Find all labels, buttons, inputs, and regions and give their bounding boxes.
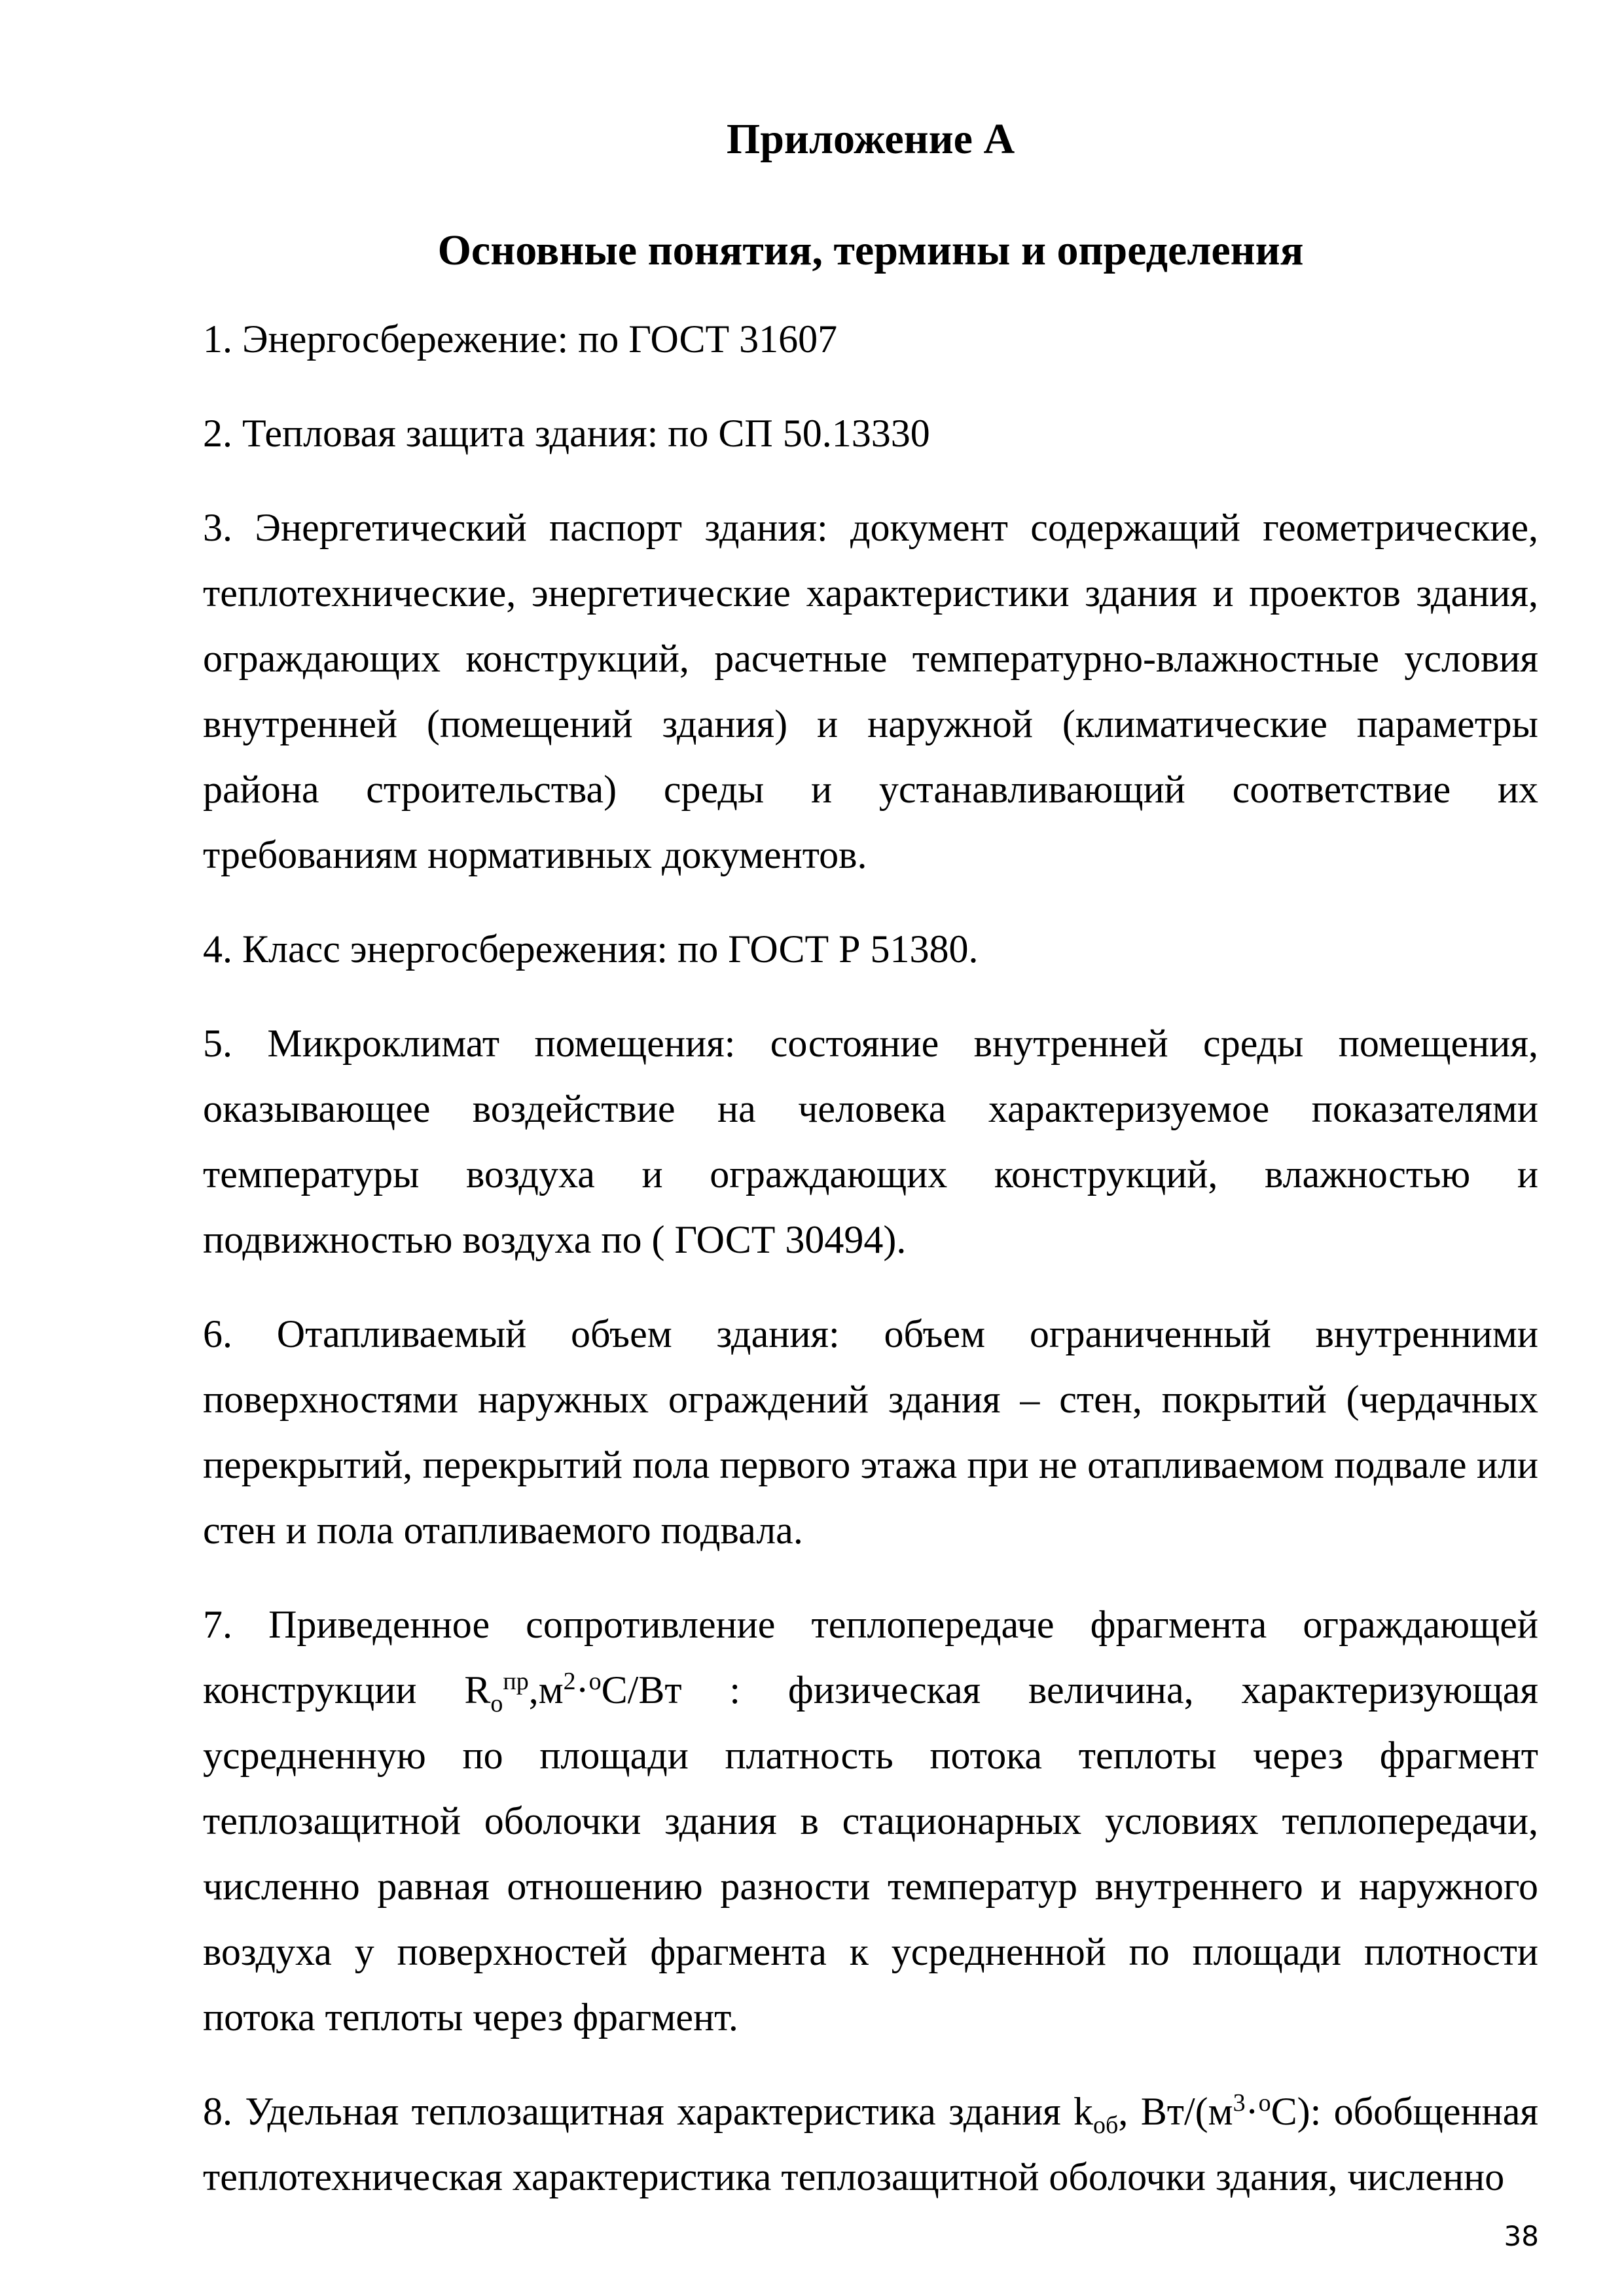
page-number: 38: [1504, 2220, 1539, 2252]
document-page: [203, 115, 1538, 2210]
term-5: 5. Микроклимат помещения: состояние внутренней среды помещения, оказывающее воздействие на человека характеризуемое показателями температуры воздуха и ограждающих конструкций, влажностью и подвижностью воздуха по ( ГОСТ 30494).: [203, 1022, 1538, 1261]
term-8-degree: о: [1258, 2089, 1271, 2117]
term-6: 6. Отапливаемый объем здания: объем ограниченный внутренними поверхностями наружных ограждений здания – стен, покрытий (чердачных перекрытий, перекрытий пола первого этажа при не отапливаемом подвале или стен и пола отапливаемого подвала.: [203, 1312, 1538, 1552]
term-8-rest: С): обобщенная теплотехническая характеристика теплозащитной оболочки здания, численно: [203, 2090, 1538, 2198]
term-8-k-subscript: об: [1093, 2111, 1119, 2139]
term-7-r-subscript: о: [490, 1690, 503, 1717]
term-8-unit-exponent: 3: [1233, 2089, 1246, 2117]
term-7-rest: С/Вт : физическая величина, характеризующая усредненную по площади платность потока теплоты через фрагмент теплозащитной оболочки здания в стационарных условиях теплопередачи, численно равная отношению разности температур внутреннего и наружного воздуха у поверхностей фрагмента к усредненной по площади плотности потока теплоты через фрагмент.: [203, 1668, 1538, 2039]
term-7-lead: 7. Приведенное сопротивление теплопередаче фрагмента ограждающей конструкции R: [203, 1603, 1538, 1712]
term-2: 2. Тепловая защита здания: по СП 50.13330: [203, 412, 930, 455]
term-7-unit-exponent: 2: [563, 1668, 576, 1695]
term-1: 1. Энергосбережение: по ГОСТ 31607: [203, 317, 838, 361]
term-7-unit-dot: ·: [575, 1668, 589, 1712]
term-4: 4. Класс энергосбережения: по ГОСТ Р 51380.: [203, 927, 979, 971]
term-7-r-superscript: пр: [503, 1668, 529, 1695]
section-title: Основные понятия, термины и определения: [437, 226, 1304, 274]
term-8-unit-a: , Вт/(м: [1118, 2090, 1233, 2133]
term-7: [203, 1592, 1538, 2050]
term-7-degree: о: [588, 1668, 602, 1695]
appendix-title: Приложение А: [726, 115, 1015, 163]
term-8-unit-dot: ·: [1245, 2090, 1259, 2133]
term-8: [203, 2079, 1538, 2210]
term-7-unit-a: ,м: [528, 1668, 564, 1712]
term-3: 3. Энергетический паспорт здания: документ содержащий геометрические, теплотехнические, энергетические характеристики здания и проектов здания, ограждающих конструкций, расчетные температурно-влажностные условия внутренней (помещений здания) и наружной (климатические параметры района строительства) среды и устанавливающий соответствие их требованиям нормативных документов.: [203, 506, 1538, 876]
term-8-lead: 8. Удельная теплозащитная характеристика здания k: [203, 2090, 1094, 2133]
terms-list: [203, 306, 1538, 2210]
